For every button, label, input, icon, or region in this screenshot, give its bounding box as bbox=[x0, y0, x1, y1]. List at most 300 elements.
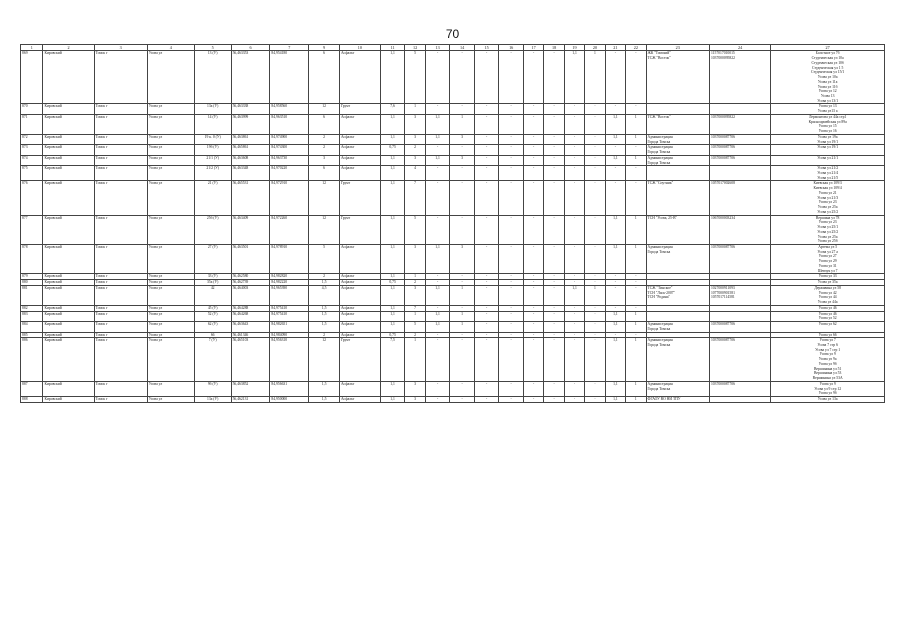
cell-line: ТСЖ "Восток" bbox=[647, 114, 671, 119]
table-cell bbox=[564, 104, 584, 114]
table-cell bbox=[94, 338, 147, 382]
cell-line: 3 bbox=[414, 285, 416, 290]
cell-line: - bbox=[486, 305, 488, 310]
address-cell bbox=[771, 397, 885, 403]
cell-line: 42 bbox=[210, 285, 215, 290]
cell-line: 13 (У) bbox=[207, 51, 218, 56]
table-cell bbox=[564, 245, 584, 274]
cell-line: Кировский bbox=[44, 338, 62, 343]
cell-line: - bbox=[486, 104, 488, 109]
cell-line: - bbox=[553, 51, 555, 56]
column-header: 23 bbox=[646, 45, 709, 51]
address-line: Усова ул 21/3 bbox=[817, 195, 839, 200]
cell-line: - bbox=[461, 274, 463, 279]
address-cell bbox=[771, 338, 885, 382]
table-cell bbox=[270, 155, 309, 165]
cell-line: - bbox=[436, 274, 439, 279]
cell-line: - bbox=[533, 311, 535, 316]
table-cell bbox=[270, 322, 309, 332]
cell-line: Томск г bbox=[95, 51, 108, 56]
table-cell bbox=[544, 381, 564, 396]
cell-line: 56,463643 bbox=[232, 322, 249, 327]
cell-line: - bbox=[533, 134, 535, 139]
table-cell bbox=[43, 166, 94, 181]
cell-line: 12 bbox=[322, 181, 326, 186]
cell-line: 84,982220 bbox=[271, 280, 288, 285]
table-cell bbox=[339, 338, 380, 382]
table-cell bbox=[380, 104, 405, 114]
table-cell bbox=[194, 155, 231, 165]
address-line: Усова ул 33 bbox=[818, 274, 837, 279]
table-cell bbox=[474, 381, 499, 396]
address-cell bbox=[771, 145, 885, 155]
cell-line: 884 bbox=[22, 322, 28, 327]
cell-line: - bbox=[510, 145, 512, 150]
cell-line: 1,1 bbox=[613, 155, 618, 160]
column-header: 4 bbox=[147, 45, 194, 51]
address-line: Студенческая ул 10а bbox=[811, 56, 844, 61]
table-cell bbox=[21, 245, 43, 274]
cell-line: 21 (У) bbox=[207, 181, 218, 186]
table-cell bbox=[523, 104, 543, 114]
table-cell bbox=[21, 145, 43, 155]
address-line: Усова ул 19/1 bbox=[817, 139, 839, 144]
table-cell bbox=[43, 338, 94, 382]
table-cell bbox=[709, 311, 770, 321]
table-cell bbox=[564, 285, 584, 305]
cell-line: - bbox=[436, 181, 439, 186]
cell-line: 1,5 bbox=[321, 322, 327, 327]
table-cell bbox=[450, 381, 475, 396]
cell-line: Асфальт bbox=[340, 134, 355, 139]
table-cell bbox=[309, 215, 340, 244]
table-cell bbox=[585, 285, 605, 305]
table-cell bbox=[21, 381, 43, 396]
table-cell bbox=[43, 155, 94, 165]
address-line: Вершинина ул 53А bbox=[812, 376, 843, 381]
cell-line: 1,1 bbox=[613, 311, 618, 316]
table-cell bbox=[380, 397, 405, 403]
table-cell bbox=[405, 215, 425, 244]
cell-line: 1 bbox=[461, 322, 464, 327]
address-line: Усова ул 9 bbox=[819, 352, 836, 357]
table-cell bbox=[474, 322, 499, 332]
table-cell bbox=[450, 397, 475, 403]
table-cell bbox=[405, 181, 425, 215]
cell-line: - bbox=[553, 338, 555, 343]
table-row bbox=[21, 338, 885, 382]
cell-line: 1,1 bbox=[435, 134, 440, 139]
cell-line: 1 bbox=[461, 285, 464, 290]
cell-line: Усова ул bbox=[148, 134, 163, 139]
table-cell bbox=[21, 181, 43, 215]
table-cell bbox=[564, 215, 584, 244]
cell-line: 1157017010015 bbox=[710, 51, 735, 56]
column-header: 3 bbox=[94, 45, 147, 51]
cell-line: 84,963510 bbox=[271, 114, 288, 119]
table-cell bbox=[147, 104, 194, 114]
table-cell bbox=[147, 322, 194, 332]
cell-line: 56,465861 bbox=[232, 145, 249, 150]
cell-line: 14 (У) bbox=[207, 114, 218, 119]
address-line: Усова ул 21/5 bbox=[817, 175, 839, 180]
cell-line: - bbox=[533, 245, 535, 250]
table-cell bbox=[309, 104, 340, 114]
table-cell bbox=[94, 285, 147, 305]
table-cell bbox=[626, 322, 646, 332]
table-cell bbox=[21, 322, 43, 332]
address-line: Усова ул 66 bbox=[818, 332, 837, 337]
cell-line: 874 bbox=[22, 155, 28, 160]
table-cell bbox=[43, 134, 94, 144]
cell-line: 880 bbox=[22, 280, 28, 285]
table-cell bbox=[626, 134, 646, 144]
cell-line: 1 bbox=[461, 311, 464, 316]
cell-line: - bbox=[461, 145, 463, 150]
cell-line: Усова ул bbox=[148, 274, 163, 279]
table-cell bbox=[380, 285, 405, 305]
table-cell bbox=[523, 381, 543, 396]
table-cell bbox=[309, 181, 340, 215]
cell-line: - bbox=[635, 280, 637, 285]
cell-line: - bbox=[486, 181, 488, 186]
table-cell bbox=[523, 114, 543, 134]
cell-line: 1,1 bbox=[390, 215, 395, 220]
table-cell bbox=[605, 181, 625, 215]
table-cell bbox=[499, 114, 524, 134]
cell-line: Усова ул bbox=[148, 145, 163, 150]
address-cell bbox=[771, 114, 885, 134]
cell-line: 5 bbox=[414, 322, 416, 327]
table-cell bbox=[626, 397, 646, 403]
cell-line: Асфальт bbox=[340, 145, 355, 150]
table-cell bbox=[147, 381, 194, 396]
cell-line: - bbox=[553, 280, 555, 285]
table-cell bbox=[194, 51, 231, 104]
table-cell bbox=[474, 145, 499, 155]
cell-line: - bbox=[594, 311, 596, 316]
cell-line: - bbox=[614, 166, 616, 171]
cell-line: - bbox=[573, 134, 576, 139]
cell-line: Города Томска bbox=[647, 139, 671, 144]
table-cell bbox=[339, 322, 380, 332]
cell-line: - bbox=[573, 381, 576, 386]
cell-line: Кировский bbox=[44, 145, 62, 150]
table-cell bbox=[544, 397, 564, 403]
cell-line: ТСЖ "Спутник" bbox=[647, 181, 674, 186]
address-line: Усова ул 15 bbox=[818, 124, 837, 129]
table-cell bbox=[270, 181, 309, 215]
cell-line: Кировский bbox=[44, 134, 62, 139]
cell-line: ТСН "Родина" bbox=[647, 295, 671, 300]
table-cell bbox=[43, 145, 94, 155]
table-cell bbox=[474, 51, 499, 104]
table-cell bbox=[194, 134, 231, 144]
address-line: Студенческая ул 10б bbox=[811, 60, 844, 65]
cell-line: - bbox=[510, 322, 512, 327]
table-cell bbox=[544, 134, 564, 144]
cell-line: - bbox=[573, 145, 576, 150]
table-cell bbox=[544, 51, 564, 104]
cell-line: Кировский bbox=[44, 166, 62, 171]
cell-line: 13а (У) bbox=[207, 397, 219, 402]
table-cell bbox=[564, 322, 584, 332]
cell-line: - bbox=[553, 166, 555, 171]
cell-line: - bbox=[486, 114, 488, 119]
cell-line: - bbox=[533, 274, 535, 279]
cell-line: Томск г bbox=[95, 332, 108, 337]
cell-line: 1,1 bbox=[390, 245, 395, 250]
address-line: Усова ул 42 bbox=[818, 290, 837, 295]
cell-line: - bbox=[573, 245, 576, 250]
cell-line: 84,982651 bbox=[271, 322, 288, 327]
table-cell bbox=[605, 155, 625, 165]
cell-line: - bbox=[533, 305, 535, 310]
table-cell bbox=[499, 51, 524, 104]
cell-line: 2 bbox=[323, 145, 326, 150]
table-cell bbox=[270, 397, 309, 403]
column-header: 2 bbox=[43, 45, 94, 51]
cell-line: - bbox=[486, 285, 488, 290]
cell-line: 84,956310 bbox=[271, 338, 288, 343]
cell-line: Кировский bbox=[44, 311, 62, 316]
cell-line: Администрация bbox=[647, 134, 673, 139]
cell-line: 888 bbox=[22, 397, 28, 402]
address-line: Усова ул 11б bbox=[817, 84, 838, 89]
cell-line: Асфальт bbox=[340, 311, 355, 316]
cell-line: 2 bbox=[323, 274, 326, 279]
cell-line: Асфальт bbox=[340, 285, 355, 290]
table-cell bbox=[646, 166, 709, 181]
cell-line: 1 bbox=[414, 338, 416, 343]
table-cell bbox=[646, 134, 709, 144]
cell-line: - bbox=[533, 285, 535, 290]
address-line: Усова ул 9б bbox=[818, 391, 837, 396]
cell-line: 4,5 bbox=[321, 285, 327, 290]
cell-line: - bbox=[594, 245, 596, 250]
cell-line: 886 bbox=[22, 338, 28, 343]
table-cell bbox=[523, 155, 543, 165]
cell-line: - bbox=[533, 381, 535, 386]
column-header: 1 bbox=[21, 45, 43, 51]
cell-line: 1,1 bbox=[390, 181, 395, 186]
cell-line: Усова ул bbox=[148, 332, 163, 337]
cell-line: 7 bbox=[414, 305, 416, 310]
table-cell bbox=[605, 397, 625, 403]
cell-line: 879 bbox=[22, 274, 28, 279]
cell-line: Кировский bbox=[44, 181, 62, 186]
table-cell bbox=[646, 322, 709, 332]
table-cell bbox=[499, 397, 524, 403]
table-cell bbox=[21, 166, 43, 181]
cell-line: - bbox=[635, 145, 637, 150]
cell-line: 19б (У) bbox=[206, 145, 219, 150]
cell-line: - bbox=[510, 155, 512, 160]
table-cell bbox=[585, 338, 605, 382]
cell-line: 6 bbox=[323, 166, 326, 171]
table-cell bbox=[405, 134, 425, 144]
table-cell bbox=[585, 114, 605, 134]
cell-line: 881 bbox=[22, 285, 28, 290]
cell-line: 1,5 bbox=[321, 280, 327, 285]
table-cell bbox=[564, 381, 584, 396]
table-cell bbox=[499, 166, 524, 181]
table-cell bbox=[43, 215, 94, 244]
table-cell bbox=[94, 155, 147, 165]
table-cell bbox=[646, 104, 709, 114]
cell-line: 7 (У) bbox=[208, 338, 217, 343]
table-cell bbox=[309, 338, 340, 382]
column-header: 5 bbox=[194, 45, 231, 51]
cell-line: - bbox=[510, 166, 512, 171]
cell-line: 1 bbox=[634, 245, 637, 250]
table-cell bbox=[231, 104, 270, 114]
table-cell bbox=[499, 104, 524, 114]
cell-line: Кировский bbox=[44, 397, 62, 402]
table-cell bbox=[544, 155, 564, 165]
cell-line: 1037000087706 bbox=[710, 145, 735, 150]
address-line: Усова ул 62 bbox=[818, 322, 837, 327]
table-cell bbox=[564, 155, 584, 165]
cell-line: 12 bbox=[322, 104, 326, 109]
cell-line: - bbox=[486, 322, 488, 327]
table-cell bbox=[94, 397, 147, 403]
table-cell bbox=[474, 397, 499, 403]
cell-line: 4 bbox=[414, 166, 416, 171]
table-cell bbox=[564, 397, 584, 403]
cell-line: - bbox=[461, 305, 463, 310]
table-cell bbox=[605, 166, 625, 181]
table-cell bbox=[709, 134, 770, 144]
cell-line: 1,1 bbox=[390, 134, 395, 139]
table-cell bbox=[523, 215, 543, 244]
cell-line: - bbox=[573, 215, 576, 220]
cell-line: - bbox=[486, 280, 488, 285]
cell-line: - bbox=[486, 134, 488, 139]
cell-line: 2 bbox=[414, 332, 416, 337]
cell-line: 1,1 bbox=[390, 114, 395, 119]
table-cell bbox=[231, 51, 270, 104]
cell-line: 56,463999 bbox=[232, 114, 249, 119]
table-cell bbox=[626, 155, 646, 165]
cell-line: - bbox=[594, 114, 596, 119]
table-cell bbox=[646, 381, 709, 396]
cell-line: 56,464288 bbox=[232, 305, 249, 310]
table-cell bbox=[94, 245, 147, 274]
table-cell bbox=[523, 338, 543, 382]
cell-line: Города Томска bbox=[647, 249, 671, 254]
address-line: Болотное ул 7б bbox=[815, 51, 840, 56]
cell-line: Усова ул bbox=[148, 181, 163, 186]
cell-line: - bbox=[553, 145, 555, 150]
table-cell bbox=[380, 134, 405, 144]
table-cell bbox=[450, 338, 475, 382]
cell-line: 1057017114581 bbox=[710, 295, 735, 300]
cell-line: - bbox=[510, 245, 512, 250]
cell-line: 56,462580 bbox=[232, 274, 249, 279]
cell-line: Усова ул bbox=[148, 280, 163, 285]
cell-line: 84,972910 bbox=[271, 181, 288, 186]
cell-line: Администрация bbox=[647, 155, 673, 160]
cell-line: 25б (У) bbox=[206, 215, 219, 220]
cell-line: 873 bbox=[22, 145, 28, 150]
cell-line: - bbox=[510, 215, 512, 220]
table-cell bbox=[425, 311, 450, 321]
cell-line: 3 bbox=[414, 155, 416, 160]
cell-line: 56,463348 bbox=[232, 166, 249, 171]
table-cell bbox=[194, 311, 231, 321]
cell-line: 1,1 bbox=[435, 311, 440, 316]
cell-line: 1077000901581 bbox=[710, 290, 735, 295]
cell-line: - bbox=[461, 338, 463, 343]
table-cell bbox=[309, 114, 340, 134]
table-cell bbox=[270, 311, 309, 321]
address-line: Усова ул 23 bbox=[818, 220, 837, 225]
table-cell bbox=[450, 285, 475, 305]
cell-line: Асфальт bbox=[340, 322, 355, 327]
table-cell bbox=[21, 311, 43, 321]
address-line: Усова ул 46 bbox=[818, 305, 837, 310]
cell-line: Усова ул bbox=[148, 311, 163, 316]
cell-line: 1,1 bbox=[390, 51, 395, 56]
table-cell bbox=[450, 322, 475, 332]
table-cell bbox=[380, 166, 405, 181]
table-cell bbox=[147, 134, 194, 144]
cell-line: 7,5 bbox=[390, 338, 395, 343]
table-cell bbox=[626, 245, 646, 274]
table-cell bbox=[544, 104, 564, 114]
table-cell bbox=[43, 51, 94, 104]
table-cell bbox=[523, 322, 543, 332]
table-cell bbox=[450, 145, 475, 155]
cell-line: - bbox=[614, 332, 616, 337]
address-cell bbox=[771, 285, 885, 305]
table-cell bbox=[646, 245, 709, 274]
cell-line: Асфальт bbox=[340, 397, 355, 402]
cell-line: Грунт bbox=[340, 104, 351, 109]
cell-line: 84,963730 bbox=[271, 155, 288, 160]
cell-line: 872 bbox=[22, 134, 28, 139]
table-cell bbox=[709, 104, 770, 114]
address-line: Усова ул 44а bbox=[817, 300, 838, 305]
cell-line: - bbox=[486, 338, 488, 343]
table-cell bbox=[523, 145, 543, 155]
cell-line: - bbox=[594, 215, 596, 220]
cell-line: - bbox=[635, 332, 637, 337]
table-cell bbox=[405, 145, 425, 155]
cell-line: - bbox=[510, 381, 512, 386]
cell-line: 6 bbox=[323, 114, 326, 119]
cell-line: Асфальт bbox=[340, 305, 355, 310]
cell-line: - bbox=[486, 397, 488, 402]
cell-line: Грунт bbox=[340, 215, 351, 220]
cell-line: Кировский bbox=[44, 285, 62, 290]
cell-line: Асфальт bbox=[340, 166, 355, 171]
cell-line: 84,954180 bbox=[271, 51, 288, 56]
cell-line: 3 bbox=[323, 155, 326, 160]
cell-line: 1037000087706 bbox=[710, 381, 735, 386]
table-cell bbox=[194, 381, 231, 396]
cell-line: Томск г bbox=[95, 181, 108, 186]
cell-line: 882 bbox=[22, 305, 28, 310]
table-cell bbox=[21, 114, 43, 134]
cell-line: 1,1 bbox=[390, 285, 395, 290]
address-line: Усова ул 29 bbox=[818, 259, 837, 264]
table-cell bbox=[499, 245, 524, 274]
table-cell bbox=[339, 145, 380, 155]
cell-line: - bbox=[635, 274, 637, 279]
table-cell bbox=[585, 145, 605, 155]
